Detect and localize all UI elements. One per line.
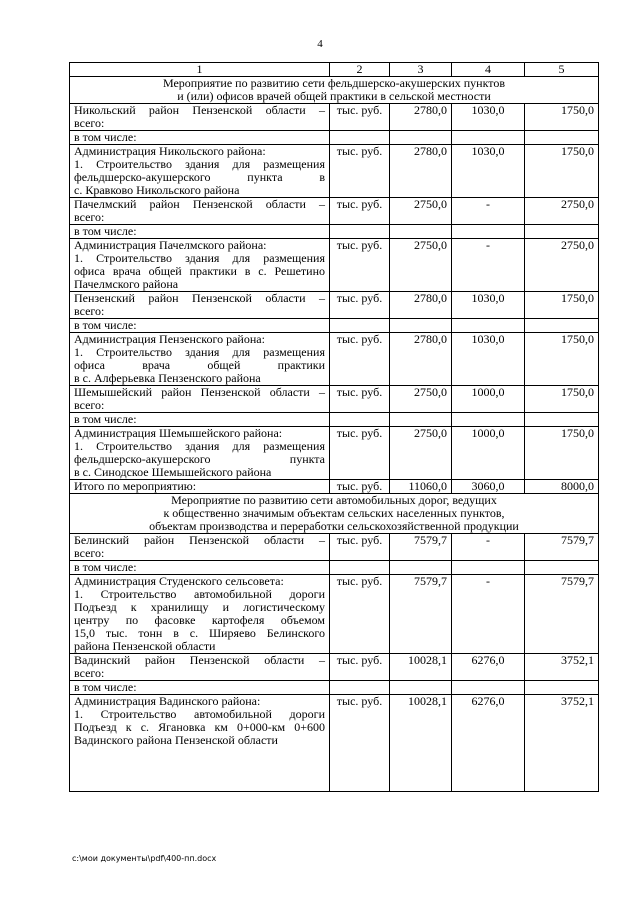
description-line: Подъезд к хранилищу и логистическому [74,600,325,614]
description-line: Пензенский район Пензенской области – [74,291,325,305]
description-line: 1. Строительство здания для размещения [74,157,325,171]
description-line: Белинский район Пензенской области – [74,533,325,547]
section-title-line: Мероприятие по развитию сети фельдшерско-акушерских пунктов [162,76,506,90]
description-line: офиса врача общей практики [74,358,325,372]
table-row [70,681,599,695]
description-line: 1. Строительство здания для размещения [74,251,325,265]
table-row [70,292,599,319]
description-line: всего: [74,116,105,130]
federal-cell: 1030,0 [452,333,525,386]
regional-cell [525,681,599,695]
regional-cell: 1750,0 [525,333,599,386]
table-row [70,198,599,225]
description-line: Администрация Никольского района: [74,144,266,158]
description-cell [70,413,330,427]
description-line: Вадинский район Пензенской области – [74,653,325,667]
unit-cell [330,681,390,695]
description-line: в том числе: [74,412,137,426]
column-number-row [70,63,599,77]
regional-cell: 1750,0 [525,145,599,198]
description-cell [70,145,330,198]
table-row [70,225,599,239]
regional-cell [525,561,599,575]
description-line: центру по фасовке картофеля объемом [74,613,325,627]
description-line: Администрация Шемышейского района: [74,426,283,440]
description-line: района Пензенской области [74,639,216,653]
total-cell: 2780,0 [390,333,452,386]
description-line: в том числе: [74,560,137,574]
total-cell [390,225,452,239]
federal-cell: 1000,0 [452,386,525,413]
total-cell: 2780,0 [390,104,452,131]
regional-cell: 2750,0 [525,239,599,292]
total-cell: 7579,7 [390,534,452,561]
description-line: всего: [74,398,105,412]
column-number: 3 [390,63,452,77]
section-title-line: и (или) офисов врачей общей практики в сельской местности [177,89,491,103]
regional-cell: 3752,1 [525,654,599,681]
table-row [70,239,599,292]
description-line: 1. Строительство здания для размещения [74,439,325,453]
federal-cell: - [452,239,525,292]
total-cell: 2750,0 [390,386,452,413]
description-cell [70,427,330,480]
unit-cell: тыс. руб. [330,239,390,292]
description-line: в том числе: [74,680,137,694]
federal-cell [452,225,525,239]
column-number: 4 [452,63,525,77]
description-line: в том числе: [74,318,137,332]
table-row [70,561,599,575]
description-line: Пачелмского района [74,277,179,291]
unit-cell [330,319,390,333]
description-line: в том числе: [74,224,137,238]
description-line: 1. Строительство здания для размещения [74,345,325,359]
unit-cell: тыс. руб. [330,292,390,319]
table-row [70,333,599,386]
unit-cell: тыс. руб. [330,198,390,225]
federal-cell: 1030,0 [452,292,525,319]
unit-cell: тыс. руб. [330,333,390,386]
description-line: Администрация Студенского сельсовета: [74,574,284,588]
unit-cell: тыс. руб. [330,654,390,681]
column-number: 5 [525,63,599,77]
total-cell [390,319,452,333]
federal-cell [452,319,525,333]
section-header-row [70,494,599,534]
unit-cell: тыс. руб. [330,534,390,561]
section-title-line: к общественно значимым объектам сельских населенных пунктов, [163,506,505,520]
description-line: Вадинского района Пензенской области [74,733,278,747]
total-cell: 7579,7 [390,575,452,654]
description-cell [70,198,330,225]
description-cell [70,695,330,792]
description-cell [70,104,330,131]
section-title [70,77,599,104]
description-line: Подъезд к с. Ягановка км 0+000-км 0+600 [74,720,325,734]
total-cell: 2750,0 [390,427,452,480]
description-line: Итого по мероприятию: [74,479,197,493]
total-cell [390,561,452,575]
description-line: всего: [74,304,105,318]
unit-cell: тыс. руб. [330,104,390,131]
description-line: фельдшерско-акушерского пункта [74,452,325,466]
total-cell: 2750,0 [390,239,452,292]
unit-cell: тыс. руб. [330,427,390,480]
regional-cell [525,413,599,427]
total-cell: 10028,1 [390,654,452,681]
unit-cell: тыс. руб. [330,386,390,413]
unit-cell [330,225,390,239]
federal-cell: 1030,0 [452,145,525,198]
federal-cell: 1030,0 [452,104,525,131]
table-row [70,575,599,654]
description-line: в том числе: [74,130,137,144]
regional-cell: 1750,0 [525,427,599,480]
description-line: 15,0 тыс. тонн в с. Ширяево Белинского [74,626,325,640]
description-cell [70,225,330,239]
section-title [70,494,599,534]
table-row [70,386,599,413]
federal-cell: - [452,198,525,225]
column-number: 1 [70,63,330,77]
description-cell [70,534,330,561]
federal-cell: - [452,534,525,561]
description-cell [70,131,330,145]
total-cell: 2780,0 [390,292,452,319]
column-number: 2 [330,63,390,77]
description-cell [70,292,330,319]
federal-cell [452,131,525,145]
table-row [70,413,599,427]
unit-cell [330,413,390,427]
total-cell: 11060,0 [390,480,452,494]
section-header-row [70,77,599,104]
table-row [70,104,599,131]
federal-cell: 3060,0 [452,480,525,494]
description-cell [70,681,330,695]
description-line: всего: [74,666,105,680]
table-row [70,131,599,145]
section-title-line: Мероприятие по развитию сети автомобильных дорог, ведущих [171,493,497,507]
federal-cell [452,561,525,575]
federal-cell: 6276,0 [452,654,525,681]
description-line: всего: [74,210,105,224]
table-row [70,319,599,333]
description-line: Администрация Пензенского района: [74,332,265,346]
regional-cell: 1750,0 [525,104,599,131]
description-line: Администрация Вадинского района: [74,694,261,708]
description-line: в с. Синодское Шемышейского района [74,465,272,479]
federal-cell: - [452,575,525,654]
regional-cell: 7579,7 [525,534,599,561]
regional-cell: 3752,1 [525,695,599,792]
footer-file-path: c:\мои документы\pdf\400-пп.docx [72,854,217,863]
table-row [70,534,599,561]
unit-cell: тыс. руб. [330,695,390,792]
section-title-line: объектам производства и переработки сельскохозяйственной продукции [149,519,519,533]
total-cell [390,681,452,695]
description-cell [70,480,330,494]
regional-cell: 2750,0 [525,198,599,225]
description-line: 1. Строительство автомобильной дороги [74,587,325,601]
description-line: Шемышейский район Пензенской области – [74,385,325,399]
total-cell: 2780,0 [390,145,452,198]
federal-cell [452,413,525,427]
regional-cell [525,225,599,239]
federal-cell: 1000,0 [452,427,525,480]
unit-cell [330,561,390,575]
description-line: Пачелмский район Пензенской области – [74,197,325,211]
description-cell [70,561,330,575]
description-cell [70,575,330,654]
table-row [70,654,599,681]
total-cell [390,413,452,427]
unit-cell: тыс. руб. [330,480,390,494]
description-line: в с. Алферьевка Пензенского района [74,371,261,385]
description-line: фельдшерско-акушерского пункта в [74,170,325,184]
table-row [70,145,599,198]
table-row [70,427,599,480]
table-row [70,480,599,494]
description-line: 1. Строительство автомобильной дороги [74,707,325,721]
unit-cell [330,131,390,145]
federal-cell [452,681,525,695]
budget-table [69,62,599,792]
description-cell [70,654,330,681]
regional-cell [525,319,599,333]
regional-cell: 1750,0 [525,292,599,319]
page-number: 4 [317,38,323,50]
total-cell: 10028,1 [390,695,452,792]
description-cell [70,239,330,292]
table-row [70,695,599,792]
unit-cell: тыс. руб. [330,145,390,198]
regional-cell: 1750,0 [525,386,599,413]
total-cell [390,131,452,145]
description-line: с. Кравково Никольского района [74,183,240,197]
federal-cell: 6276,0 [452,695,525,792]
description-line: офиса врача общей практики в с. Решетино [74,264,325,278]
regional-cell [525,131,599,145]
description-line: Администрация Пачелмского района: [74,238,267,252]
description-line: Никольский район Пензенской области – [74,103,325,117]
regional-cell: 8000,0 [525,480,599,494]
unit-cell: тыс. руб. [330,575,390,654]
description-cell [70,333,330,386]
description-line: всего: [74,546,105,560]
regional-cell: 7579,7 [525,575,599,654]
description-cell [70,386,330,413]
total-cell: 2750,0 [390,198,452,225]
description-cell [70,319,330,333]
